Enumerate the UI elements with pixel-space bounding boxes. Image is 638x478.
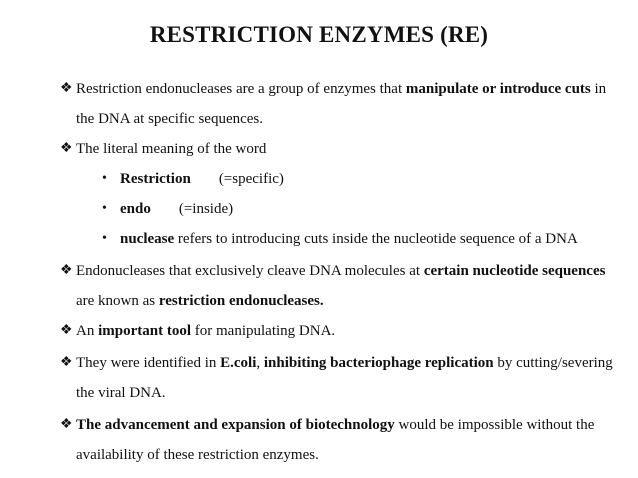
diamond-bullet-icon: ❖ [60, 323, 73, 338]
diamond-bullet-icon: ❖ [60, 263, 73, 278]
bullet-item-ecoli: ❖ They were identified in E.coli, inhibiting bacteriophage replication by cutting/severing the viral DNA. [60, 348, 620, 408]
diamond-bullet-icon: ❖ [60, 355, 73, 370]
sub-item-endo: • endo (=inside) [102, 194, 622, 224]
dot-bullet-icon: • [102, 201, 107, 216]
dot-bullet-icon: • [102, 171, 107, 186]
bullet-item-biotechnology: ❖ The advancement and expansion of biotechnology would be impossible without the availability of these restriction enzymes. [60, 410, 620, 470]
dot-bullet-icon: • [102, 231, 107, 246]
slide-title: RESTRICTION ENZYMES (RE) [149, 22, 489, 47]
sub-item-restriction: • Restriction (=specific) [102, 164, 622, 194]
diamond-bullet-icon: ❖ [60, 141, 73, 156]
sub-item-nuclease: • nuclease refers to introducing cuts inside the nucleotide sequence of a DNA [102, 224, 622, 254]
bullet-item-important-tool: ❖ An important tool for manipulating DNA. [60, 316, 620, 346]
bullet-item-literal-meaning: ❖ The literal meaning of the word [60, 134, 620, 164]
bullet-item-definition: ❖ Restriction endonucleases are a group of enzymes that manipulate or introduce cuts in the DNA at specific sequences. [60, 74, 620, 134]
diamond-bullet-icon: ❖ [60, 417, 73, 432]
bullet-item-endonucleases: ❖ Endonucleases that exclusively cleave DNA molecules at certain nucleotide sequences are known as restriction endonucleases. [60, 256, 620, 316]
diamond-bullet-icon: ❖ [60, 81, 73, 96]
